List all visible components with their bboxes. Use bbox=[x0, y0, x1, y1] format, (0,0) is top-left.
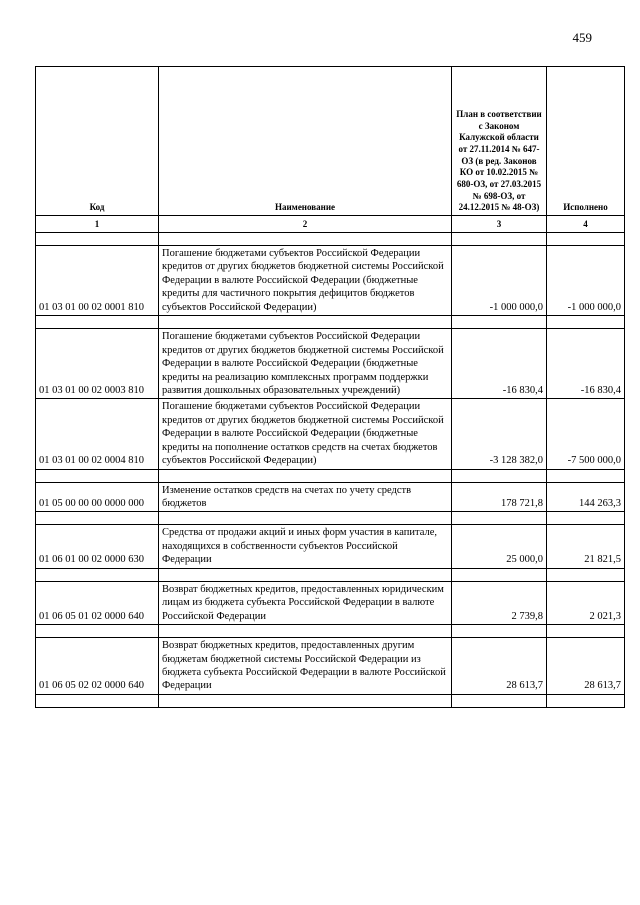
row-code: 01 06 01 00 02 0000 630 bbox=[36, 525, 159, 568]
header-code: Код bbox=[36, 67, 159, 216]
table-row bbox=[36, 581, 625, 624]
row-code: 01 06 05 02 02 0000 640 bbox=[36, 638, 159, 695]
row-plan: -1 000 000,0 bbox=[452, 246, 547, 316]
header-name: Наименование bbox=[159, 67, 452, 216]
header-executed: Исполнено bbox=[547, 67, 625, 216]
row-plan: -16 830,4 bbox=[452, 329, 547, 399]
row-code: 01 06 05 01 02 0000 640 bbox=[36, 581, 159, 624]
row-plan: 28 613,7 bbox=[452, 638, 547, 695]
column-number: 4 bbox=[547, 216, 625, 233]
column-number: 3 bbox=[452, 216, 547, 233]
row-name: Погашение бюджетами субъектов Российской Федерации кредитов от других бюджетов бюджетной системы Российской Федерации в валюте Российской Федерации (бюджетные кредиты на пополнение остатков средств на счетах бюджетов субъектов Российской Федерации) bbox=[159, 399, 452, 469]
row-name: Изменение остатков средств на счетах по учету средств бюджетов bbox=[159, 482, 452, 512]
spacer-row bbox=[36, 568, 625, 581]
row-executed: 21 821,5 bbox=[547, 525, 625, 568]
row-plan: 178 721,8 bbox=[452, 482, 547, 512]
row-name: Возврат бюджетных кредитов, предоставленных другим бюджетам бюджетной системы Российской Федерации из бюджета субъекта Российской Федерации в валюте Российской Федерации bbox=[159, 638, 452, 695]
row-plan: 2 739,8 bbox=[452, 581, 547, 624]
spacer-row bbox=[36, 233, 625, 246]
row-executed: -16 830,4 bbox=[547, 329, 625, 399]
row-executed: -1 000 000,0 bbox=[547, 246, 625, 316]
row-code: 01 05 00 00 00 0000 000 bbox=[36, 482, 159, 512]
row-name: Средства от продажи акций и иных форм участия в капитале, находящихся в собственности субъектов Российской Федерации bbox=[159, 525, 452, 568]
table-row bbox=[36, 525, 625, 568]
row-code: 01 03 01 00 02 0003 810 bbox=[36, 329, 159, 399]
table-header-row bbox=[36, 67, 625, 216]
table-row bbox=[36, 638, 625, 695]
row-executed: 2 021,3 bbox=[547, 581, 625, 624]
row-plan: -3 128 382,0 bbox=[452, 399, 547, 469]
row-name: Возврат бюджетных кредитов, предоставленных юридическим лицам из бюджета субъекта Российской Федерации в валюте Российской Федерации bbox=[159, 581, 452, 624]
table-row bbox=[36, 399, 625, 469]
row-executed: 144 263,3 bbox=[547, 482, 625, 512]
spacer-row bbox=[36, 694, 625, 707]
column-number: 1 bbox=[36, 216, 159, 233]
row-code: 01 03 01 00 02 0004 810 bbox=[36, 399, 159, 469]
row-executed: -7 500 000,0 bbox=[547, 399, 625, 469]
row-plan: 25 000,0 bbox=[452, 525, 547, 568]
column-number-row bbox=[36, 216, 625, 233]
spacer-row bbox=[36, 316, 625, 329]
spacer-row bbox=[36, 625, 625, 638]
budget-table bbox=[35, 66, 625, 708]
page-number: 459 bbox=[572, 30, 592, 45]
row-code: 01 03 01 00 02 0001 810 bbox=[36, 246, 159, 316]
spacer-row bbox=[36, 469, 625, 482]
row-name: Погашение бюджетами субъектов Российской Федерации кредитов от других бюджетов бюджетной системы Российской Федерации в валюте Российской Федерации (бюджетные кредиты для частичного покрытия дефицитов бюджетов субъектов Российской Федерации) bbox=[159, 246, 452, 316]
spacer-row bbox=[36, 512, 625, 525]
row-executed: 28 613,7 bbox=[547, 638, 625, 695]
header-plan: План в соответствии с Законом Калужской области от 27.11.2014 № 647-ОЗ (в ред. Законов КО от 10.02.2015 № 680-ОЗ, от 27.03.2015 № 698-ОЗ, от 24.12.2015 № 48-ОЗ) bbox=[452, 67, 547, 216]
table-row bbox=[36, 329, 625, 399]
column-number: 2 bbox=[159, 216, 452, 233]
row-name: Погашение бюджетами субъектов Российской Федерации кредитов от других бюджетов бюджетной системы Российской Федерации в валюте Российской Федерации (бюджетные кредиты на реализацию комплексных программ поддержки развития дошкольных образовательных учреждений) bbox=[159, 329, 452, 399]
table-row bbox=[36, 482, 625, 512]
table-row bbox=[36, 246, 625, 316]
